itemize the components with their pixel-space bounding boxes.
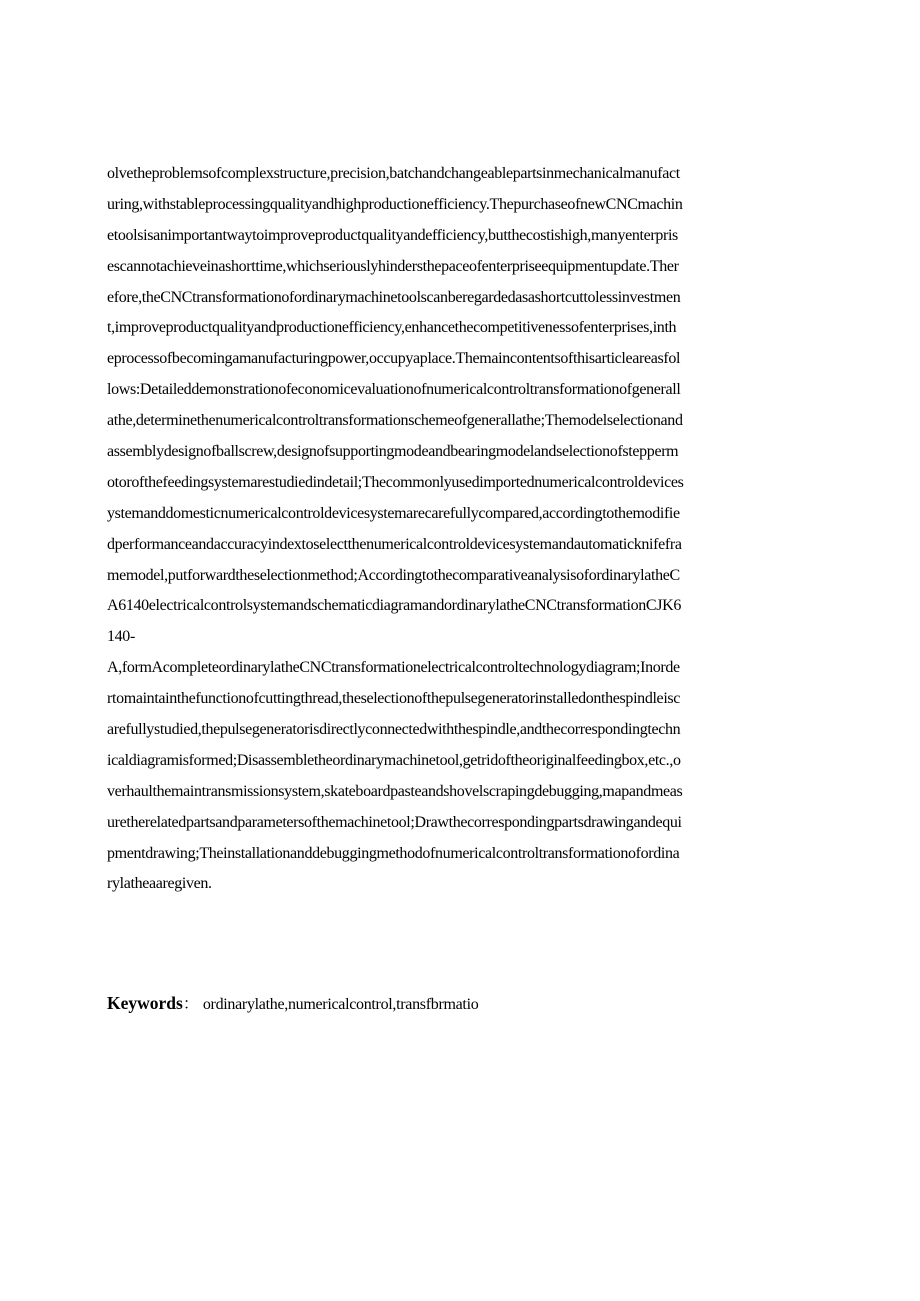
abstract-line-15: A6140electricalcontrolsystemandschematicdiagramandordinarylatheCNCtransformationCJK6 (107, 597, 681, 615)
abstract-line-5: efore,theCNCtransformationofordinarymachinetoolscanberegardedasashortcuttolessinvestmen (107, 288, 681, 306)
abstract-line-19: arefullystudied,thepulsegeneratorisdirectlyconnectedwiththespindle,andthecorrespondingtechn (107, 721, 681, 739)
keywords-row (107, 988, 478, 1018)
abstract-line-22: uretherelatedpartsandparametersofthemachinetool;Drawthecorrespondingpartsdrawingandequi (107, 813, 682, 831)
abstract-line-20: icaldiagramisformed;Disassembletheordinarymachinetool,getridoftheoriginalfeedingbox,etc.,o (107, 751, 681, 769)
abstract-line-6: t,improveproductqualityandproductionefficiency,enhancethecompetitivenessofenterprises,inth (107, 319, 677, 337)
abstract-line-8: lows:Detaileddemonstrationofeconomicevaluationofnumericalcontroltransformationofgenerall (107, 381, 681, 399)
abstract-line-12: ystemanddomesticnumericalcontroldevicesystemarecarefullycompared,accordingtothemodifie (107, 504, 680, 522)
abstract-line-4: escannotachieveinashorttime,whichseriouslyhindersthepaceofenterpriseequipmentupdate.Ther (107, 257, 679, 275)
abstract-line-9: athe,determinethenumericalcontroltransformationschemeofgenerallathe;Themodelselectionand (107, 412, 683, 430)
abstract-line-14: memodel,putforwardtheselectionmethod;AccordingtothecomparativeanalysisofordinarylatheC (107, 566, 680, 584)
keywords-separator: ： (182, 996, 199, 1013)
abstract-line-7: eprocessofbecomingamanufacturingpower,occupyaplace.Themaincontentsofthisarticleareasfol (107, 350, 681, 368)
keywords-label: Keywords (107, 993, 183, 1013)
abstract-line-10: assemblydesignofballscrew,designofsupportingmodeandbearingmodelandselectionofstepperm (107, 443, 679, 461)
abstract-body (107, 159, 817, 900)
abstract-line-24: rylatheaaregiven. (107, 875, 212, 893)
keywords-text: ordinarylathe,numericalcontrol,transfbrmatio (202, 996, 479, 1013)
abstract-line-21: verhaulthemaintransmissionsystem,skateboardpasteandshovelscrapingdebugging,mapandmeas (107, 782, 683, 800)
abstract-line-13: dperformanceandaccuracyindextoselectthenumericalcontroldevicesystemandautomaticknifefra (107, 535, 682, 553)
abstract-line-16: 140- (107, 628, 135, 646)
abstract-line-23: pmentdrawing;Theinstallationanddebuggingmethodofnumericalcontroltransformationofordina (107, 844, 680, 862)
abstract-line-18: rtomaintainthefunctionofcuttingthread,theselectionofthepulsegeneratorinstalledonthespindleisc (107, 690, 681, 708)
abstract-line-1: olvetheproblemsofcomplexstructure,precision,batchandchangeablepartsinmechanicalmanufact (107, 165, 680, 182)
abstract-line-2: uring,withstableprocessingqualityandhighproductionefficiency.ThepurchaseofnewCNCmachin (107, 195, 683, 213)
abstract-line-17: A,formAcompleteordinarylatheCNCtransformationelectricalcontroltechnologydiagram;Inorde (107, 659, 680, 677)
abstract-line-11: otorofthefeedingsystemarestudiedindetail;Thecommonlyusedimportednumericalcontroldevices (107, 473, 684, 491)
abstract-line-3: etoolsisanimportantwaytoimproveproductqualityandefficiency,butthecostishigh,manyenterpris (107, 226, 678, 244)
